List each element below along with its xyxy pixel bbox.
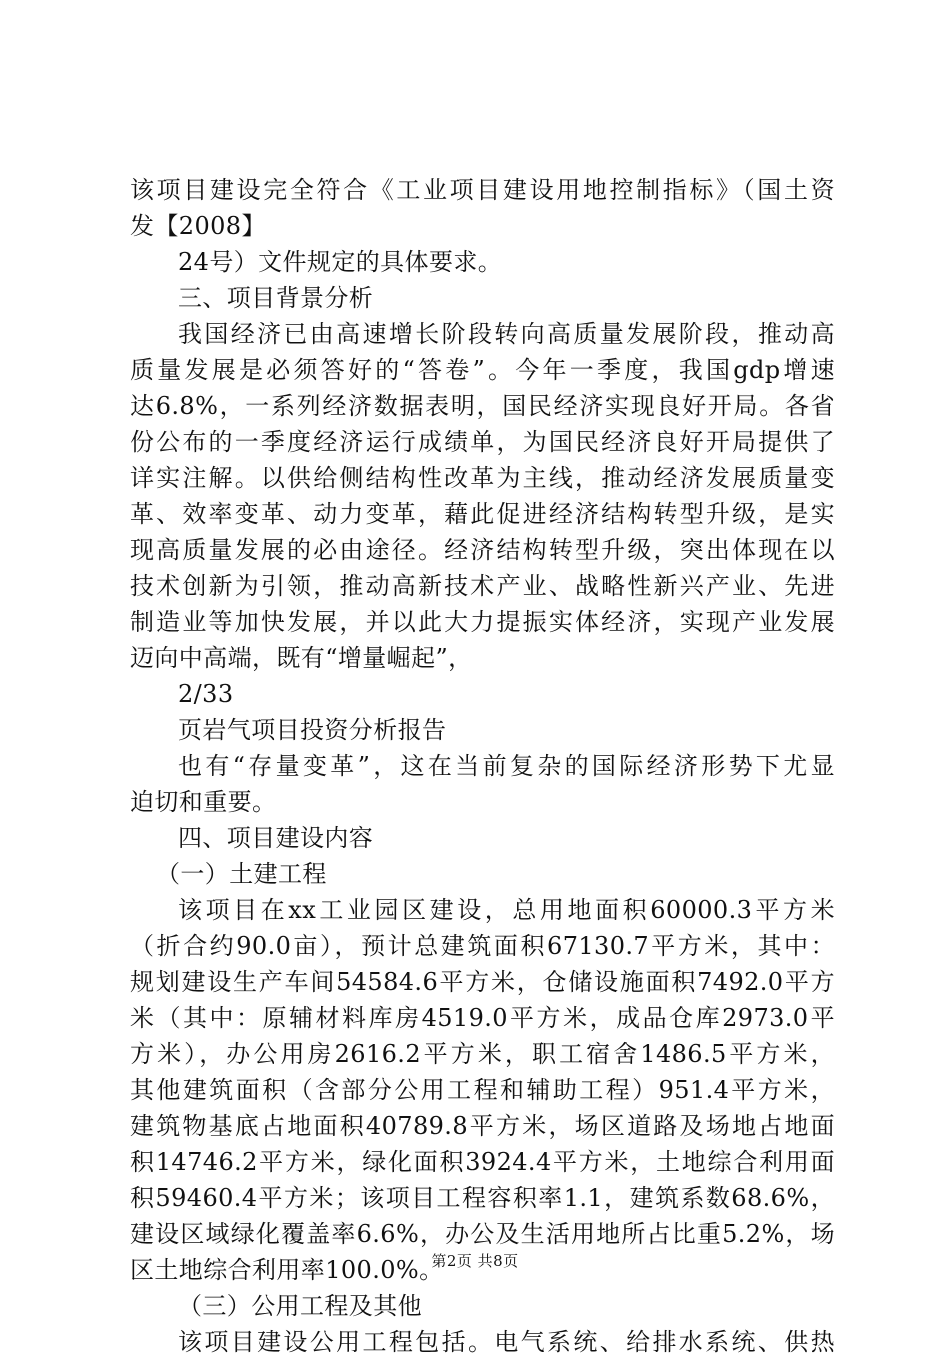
- paragraph-line: 份公布的一季度经济运行成绩单，为国民经济良好开局提供了: [130, 428, 835, 456]
- paragraph-line: 方米），办公用房2616.2平方米，职工宿舍1486.5平方米，: [130, 1040, 835, 1068]
- paragraph-line: （折合约90.0亩），预计总建筑面积67130.7平方米，其中：: [130, 932, 835, 960]
- subsection-heading: （一）土建工程: [156, 860, 327, 888]
- paragraph-line: 积14746.2平方米，绿化面积3924.4平方米，土地综合利用面: [130, 1148, 835, 1176]
- paragraph-line: 现高质量发展的必由途径。经济结构转型升级，突出体现在以: [130, 536, 835, 564]
- paragraph-line: 该项目在xx工业园区建设，总用地面积60000.3平方米: [178, 896, 835, 924]
- paragraph-line: 建设区域绿化覆盖率6.6%，办公及生活用地所占比重5.2%，场: [130, 1220, 835, 1248]
- paragraph-line: 革、效率变革、动力变革，藉此促进经济结构转型升级，是实: [130, 500, 835, 528]
- paragraph-line: 建筑物基底占地面积40789.8平方米，场区道路及场地占地面: [130, 1112, 835, 1140]
- paragraph-line: 技术创新为引领，推动高新技术产业、战略性新兴产业、先进: [130, 572, 835, 600]
- report-title: 页岩气项目投资分析报告: [178, 716, 447, 744]
- paragraph-line: 24号）文件规定的具体要求。: [178, 248, 503, 276]
- paragraph-line: 也有“存量变革”，这在当前复杂的国际经济形势下尤显: [178, 752, 835, 780]
- paragraph-line: 该项目建设公用工程包括。电气系统、给排水系统、供热: [178, 1328, 835, 1356]
- paragraph-line: 详实注解。以供给侧结构性改革为主线，推动经济发展质量变: [130, 464, 835, 492]
- document-body: [130, 172, 835, 1360]
- paragraph-line: 迫切和重要。: [130, 788, 277, 816]
- paragraph-line: 我国经济已由高速增长阶段转向高质量发展阶段，推动高: [178, 320, 835, 348]
- paragraph-line: 发【2008】: [130, 212, 266, 240]
- subsection-heading: （三）公用工程及其他: [178, 1292, 422, 1320]
- paragraph-line: 迈向中高端，既有“增量崛起”，: [130, 644, 473, 672]
- paragraph-line: 制造业等加快发展，并以此大力提振实体经济，实现产业发展: [130, 608, 835, 636]
- paragraph-line: 区土地综合利用率100.0%。: [130, 1256, 444, 1284]
- paragraph-line: 其他建筑面积（含部分公用工程和辅助工程）951.4平方米，: [130, 1076, 835, 1104]
- section-heading: 三、项目背景分析: [178, 284, 374, 312]
- paragraph-line: 米（其中：原辅材料库房4519.0平方米，成品仓库2973.0平: [130, 1004, 835, 1032]
- page-number-marker: 2/33: [178, 680, 234, 708]
- page-footer: 第2页 共8页: [431, 1252, 519, 1270]
- section-heading: 四、项目建设内容: [178, 824, 374, 852]
- paragraph-line: 达6.8%，一系列经济数据表明，国民经济实现良好开局。各省: [130, 392, 835, 420]
- paragraph-line: 规划建设生产车间54584.6平方米，仓储设施面积7492.0平方: [130, 968, 835, 996]
- paragraph-line: 质量发展是必须答好的“答卷”。今年一季度，我国gdp增速: [130, 356, 835, 384]
- paragraph-line: 该项目建设完全符合《工业项目建设用地控制指标》（国土资: [130, 176, 835, 204]
- paragraph-line: 积59460.4平方米；该项目工程容积率1.1，建筑系数68.6%，: [130, 1184, 835, 1212]
